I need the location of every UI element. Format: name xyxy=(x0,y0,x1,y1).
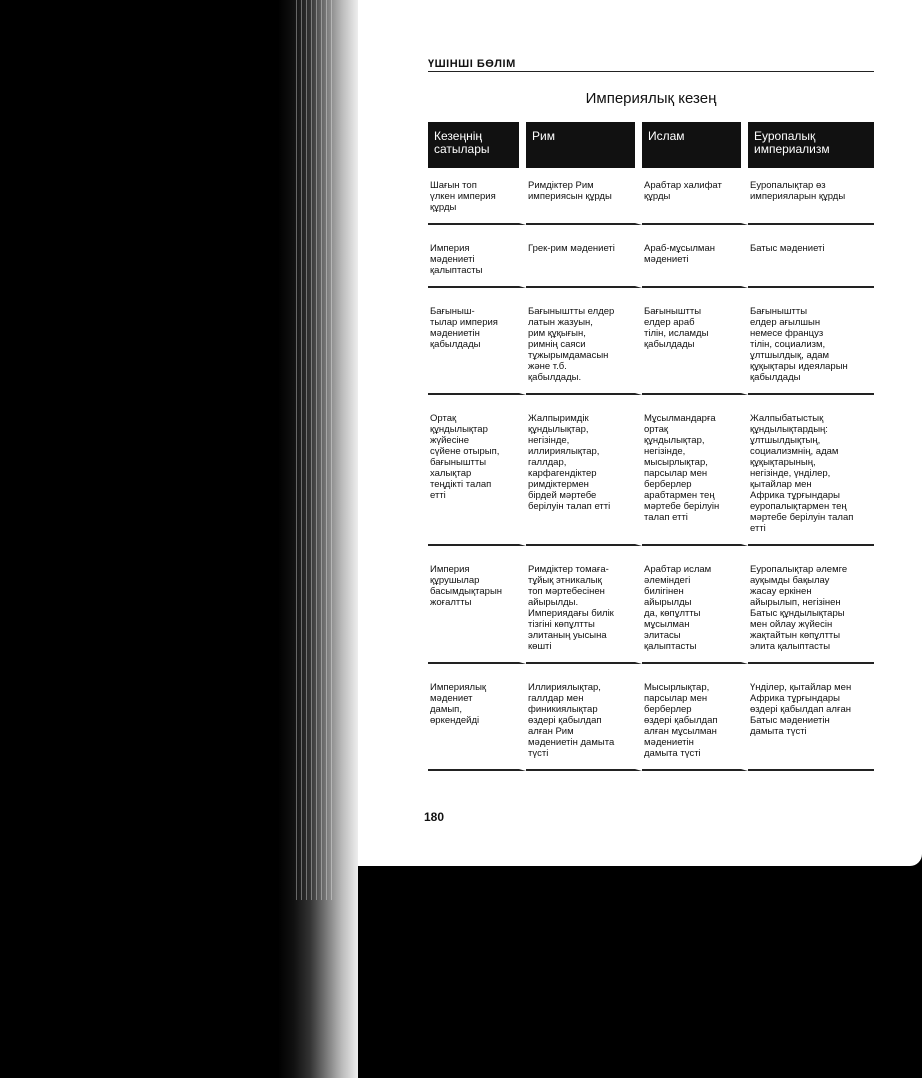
table-cell: Бағыныштты елдер ағылшын немесе француз тілін, социализм, ұлтшылдық, адам құқықтары идеяларын қабылдады xyxy=(748,294,874,395)
table-cell: Еуропалықтар өз империяларын құрды xyxy=(748,168,874,225)
table-row xyxy=(428,552,874,664)
table-cell: Мұсылмандарға ортақ құндылықтар, негізінде, мысырлықтар, парсылар мен берберлер арабтармен тең мәртебе берілуін талап етті xyxy=(642,401,748,546)
column-header: Еуропалық империализм xyxy=(748,122,874,168)
table-cell: Ортақ құндылықтар жүйесіне сүйене отырып, бағыныштты халықтар теңдікті талап етті xyxy=(428,401,526,546)
table-row xyxy=(428,670,874,771)
table-cell: Еуропалықтар әлемге ауқымды бақылау жасау еркінен айырылып, негізінен Батыс құндылықтары мен ойлау жүйесін жақтайтын көпұлтты элита қалыптасты xyxy=(748,552,874,664)
table-cell: Бағыныштты елдер араб тілін, исламды қабылдады xyxy=(642,294,748,395)
table-cell: Империя құрушылар басымдықтарын жоғалтты xyxy=(428,552,526,664)
table-cell: Мысырлықтар, парсылар мен берберлер өздері қабылдап алған мұсылман мәдениетін дамыта түсті xyxy=(642,670,748,771)
column-header: Рим xyxy=(526,122,642,168)
table-cell: Иллириялықтар, галлдар мен финикиялықтар өздері қабылдап алған Рим мәдениетін дамыта түсті xyxy=(526,670,642,771)
comparison-table xyxy=(428,122,874,771)
table-cell: Жалпыбатыстық құндылықтардың: ұлтшылдықтың, социализмнің, адам құқықтарының, негізінде, үнділер, қытайлар мен Африка тұрғындары еуропалықтармен тең мәртебе берілуін талап етті xyxy=(748,401,874,546)
table-cell: Империя мәдениеті қалыптасты xyxy=(428,231,526,288)
page-number: 180 xyxy=(424,810,445,824)
table-row xyxy=(428,294,874,395)
table-cell: Римдіктер Рим империясын құрды xyxy=(526,168,642,225)
page-title: Империялық кезең xyxy=(585,90,717,107)
header-rule xyxy=(428,71,874,72)
table-cell: Империялық мәдениет дамып, өркендейді xyxy=(428,670,526,771)
table-cell: Батыс мәдениеті xyxy=(748,231,874,288)
table-cell: Римдіктер томаға- тұйық этникалық топ мәртебесінен айырылды. Империядағы билік тізгіні көпұлтты элитаның уысына көшті xyxy=(526,552,642,664)
table-cell: Араб-мұсылман мәдениеті xyxy=(642,231,748,288)
column-header: Ислам xyxy=(642,122,748,168)
running-head: ҮШІНШІ БӨЛІМ xyxy=(428,58,516,70)
table-row xyxy=(428,168,874,225)
table-row xyxy=(428,231,874,288)
table-cell: Грек-рим мәдениеті xyxy=(526,231,642,288)
table-cell: Арабтар ислам әлеміндегі билігінен айырылды да, көпұлтты мұсылман элитасы қалыптасты xyxy=(642,552,748,664)
table-header-row xyxy=(428,122,874,168)
table-cell: Арабтар халифат құрды xyxy=(642,168,748,225)
table-cell: Шағын топ үлкен империя құрды xyxy=(428,168,526,225)
page-edges xyxy=(296,0,332,900)
table-cell: Жалпыримдік құндылықтар, негізінде, иллириялықтар, галлдар, карфагендіктер римдіктермен бірдей мәртебе берілуін талап етті xyxy=(526,401,642,546)
table-cell: Бағыныш- тылар империя мәдениетін қабылдады xyxy=(428,294,526,395)
table-cell: Үнділер, қытайлар мен Африка тұрғындары өздері қабылдап алған Батыс мәдениетін дамыта түсті xyxy=(748,670,874,771)
table-cell: Бағыныштты елдер латын жазуын, рим құқығын, римнің саяси тұжырымдамасын және т.б. қабылдады. xyxy=(526,294,642,395)
table-row xyxy=(428,401,874,546)
column-header: Кезеңнің сатылары xyxy=(428,122,526,168)
